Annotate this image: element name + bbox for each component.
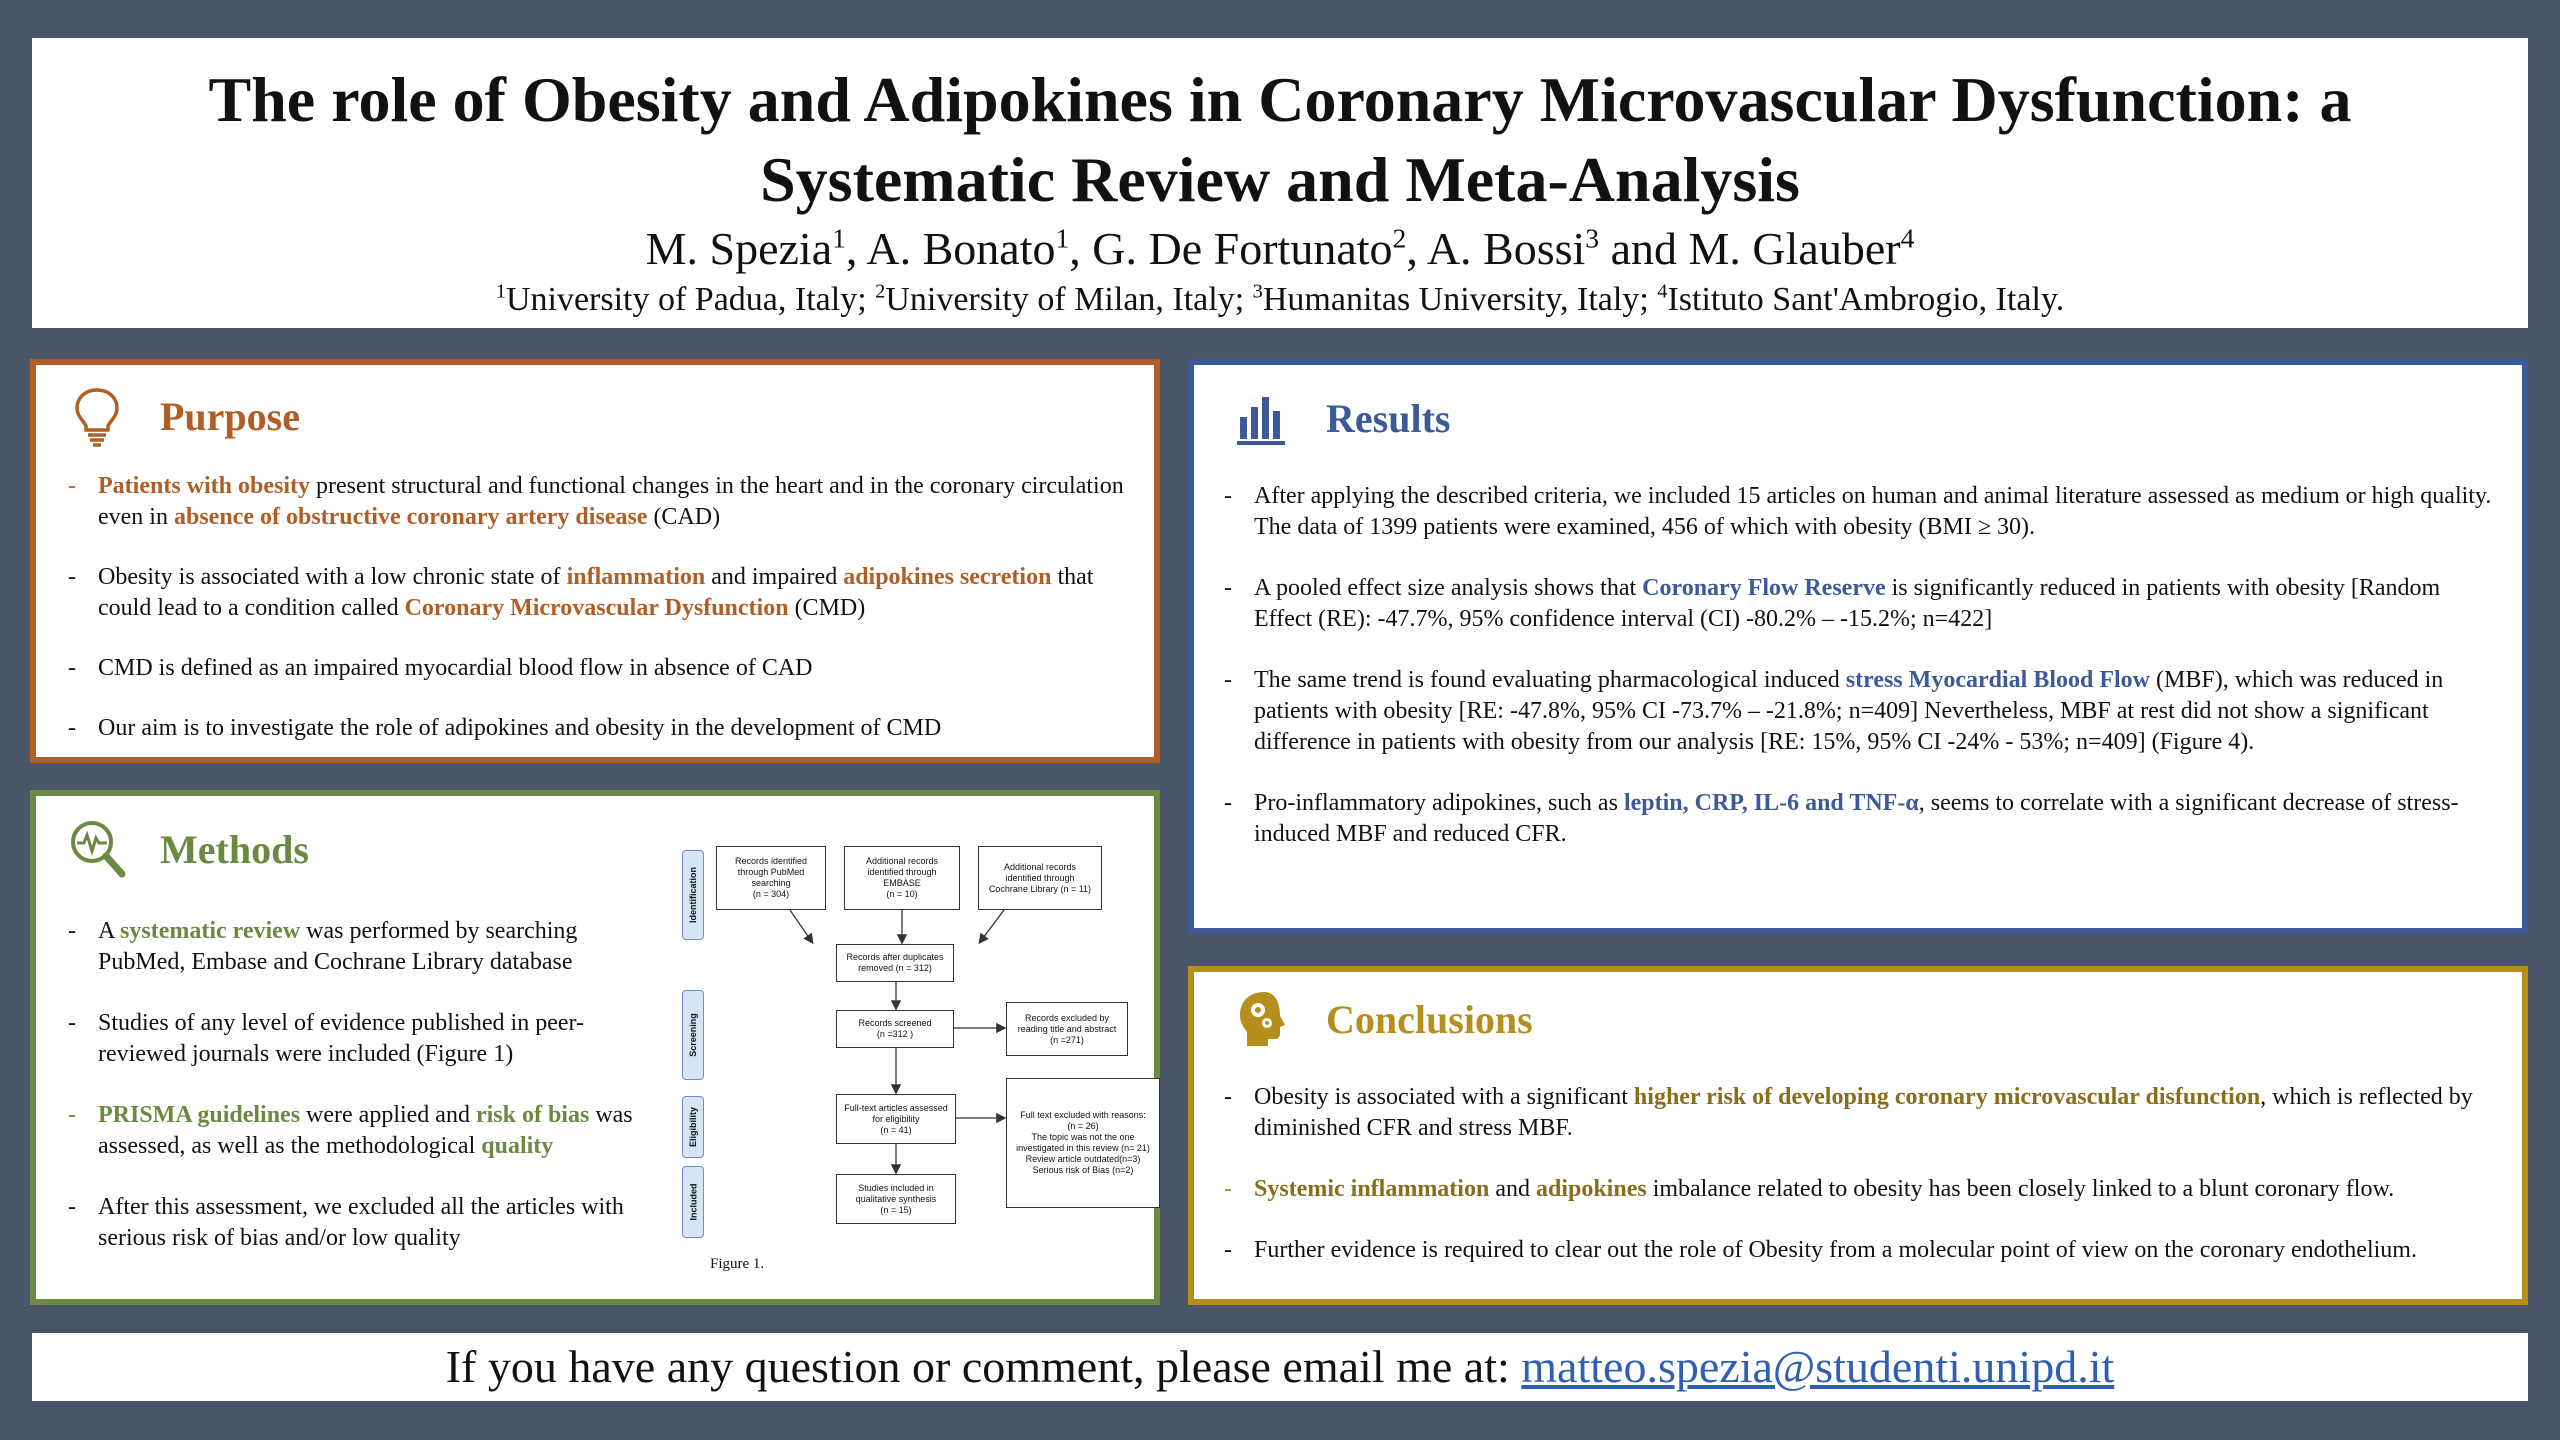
results-list	[1224, 481, 2494, 880]
list-item: - Obesity is associated with a significant higher risk of developing coronary microvascular disfunction, which is reflected by diminished CFR and stress MBF.	[1224, 1082, 2494, 1144]
prisma-flow-diagram	[682, 838, 1182, 1278]
stage-included: Included	[682, 1166, 704, 1238]
list-item: - CMD is defined as an impaired myocardial blood flow in absence of CAD	[68, 653, 1128, 684]
poster-title: The role of Obesity and Adipokines in Coronary Microvascular Dysfunction: a Systematic Review and Meta-Analysis	[208, 64, 2352, 215]
list-item: - Our aim is to investigate the role of adipokines and obesity in the development of CMD	[68, 713, 1128, 744]
list-item: - Pro-inflammatory adipokines, such as leptin, CRP, IL-6 and TNF-α, seems to correlate with a significant decrease of stress-induced MBF and reduced CFR.	[1224, 788, 2494, 850]
results-header	[1234, 387, 1450, 449]
prisma-box-fulltext: Full-text articles assessed for eligibility (n = 41)	[836, 1094, 956, 1144]
figure-caption: Figure 1.	[710, 1256, 765, 1272]
prisma-box-excluded: Records excluded by reading title and abstract (n =271)	[1006, 1002, 1128, 1056]
list-item: - The same trend is found evaluating pharmacological induced stress Myocardial Blood Flow (MBF), which was reduced in patients with obesity [RE: -47.8%, 95% CI -73.7% – -21.8%; n=409] Nevertheless, MBF at rest did not show a significant difference in patients with obesity from our analysis [RE: 15%, 95% CI -24% - 53%; n=409] (Figure 4).	[1224, 665, 2494, 758]
list-item: - Further evidence is required to clear out the role of Obesity from a molecular point of view on the coronary endothelium.	[1224, 1235, 2494, 1266]
conclusions-list	[1224, 1082, 2494, 1296]
prisma-box-duplicates: Records after duplicates removed (n = 312)	[836, 944, 954, 982]
affiliation-list: $^1$University of Padua, Italy; $^2$University of Milan, Italy; $^3$Humanitas University, Italy; $^4$Istituto Sant'Ambrogio, Italy.	[495, 280, 2065, 318]
contact-footer	[32, 1333, 2528, 1401]
methods-header	[68, 818, 309, 880]
list-item: - Patients with obesity present structural and functional changes in the heart and in the coronary circulation even in absence of obstructive coronary artery disease (CAD)	[68, 471, 1128, 533]
stage-identification: Identification	[682, 850, 704, 940]
conclusions-title: Conclusions	[1326, 996, 1533, 1042]
contact-text: If you have any question or comment, please email me at:	[445, 1341, 1522, 1392]
conclusions-section	[1188, 966, 2528, 1305]
author: A. Bonato$^1$,	[866, 222, 1093, 274]
purpose-section	[30, 359, 1160, 763]
list-item: - After applying the described criteria, we included 15 articles on human and animal literature assessed as medium or high quality. The data of 1399 patients were examined, 456 of which with obesity (BMI ≥ 30).	[1224, 481, 2494, 543]
head-gears-icon	[1234, 988, 1292, 1050]
prisma-box-pubmed: Records identified through PubMed searching (n = 304)	[716, 846, 826, 910]
bar-chart-icon	[1234, 387, 1292, 449]
email-link[interactable]: matteo.spezia@studenti.unipd.it	[1521, 1341, 2115, 1392]
list-item: - Obesity is associated with a low chronic state of inflammation and impaired adipokines secretion that could lead to a condition called Coronary Microvascular Dysfunction (CMD)	[68, 562, 1128, 624]
results-title: Results	[1326, 395, 1451, 441]
prisma-box-cochrane: Additional records identified through Cochrane Library (n = 11)	[978, 846, 1102, 910]
magnifier-pulse-icon	[68, 818, 126, 880]
methods-list	[68, 916, 648, 1284]
methods-section	[30, 790, 1160, 1305]
affiliation: University of Padua, Italy;	[505, 281, 876, 318]
author: G. De Fortunato$^2$,	[1092, 222, 1427, 274]
list-item: - PRISMA guidelines were applied and risk of bias was assessed, as well as the methodological quality	[68, 1100, 648, 1162]
list-item: - A pooled effect size analysis shows that Coronary Flow Reserve is significantly reduced in patients with obesity [Random Effect (RE): -47.7%, 95% confidence interval (CI) -80.2% – -15.2%; n=422]	[1224, 573, 2494, 635]
author: M. Glauber$^4$	[1688, 222, 1915, 274]
author-list	[32, 220, 2528, 278]
conclusions-header	[1234, 988, 1533, 1050]
affiliation: University of Milan, Italy;	[885, 281, 1253, 318]
list-item: - Systemic inflammation and adipokines imbalance related to obesity has been closely linked to a blunt coronary flow.	[1224, 1174, 2494, 1205]
prisma-box-fulltext-excluded: Full text excluded with reasons: (n = 26) The topic was not the one investigated in this review (n= 21) Review article outdated(n=3) Serious risk of Bias (n=2)	[1006, 1078, 1160, 1208]
lightbulb-icon	[68, 385, 126, 447]
list-item: - After this assessment, we excluded all the articles with serious risk of bias and/or low quality	[68, 1192, 648, 1254]
author: M. Spezia$^1$,	[645, 222, 867, 274]
purpose-header	[68, 385, 300, 447]
purpose-title: Purpose	[160, 393, 300, 439]
purpose-list	[68, 471, 1128, 773]
poster-header	[32, 38, 2528, 328]
list-item: - Studies of any level of evidence published in peer-reviewed journals were included (Figure 1)	[68, 1008, 648, 1070]
prisma-box-screened: Records screened (n =312 )	[836, 1010, 954, 1048]
prisma-box-included: Studies included in qualitative synthesis (n = 15)	[836, 1174, 956, 1224]
methods-title: Methods	[160, 826, 309, 872]
results-section	[1188, 359, 2528, 934]
author: A. Bossi$^3$ and	[1426, 222, 1689, 274]
stage-screening: Screening	[682, 990, 704, 1080]
stage-eligibility: Eligibility	[682, 1096, 704, 1158]
affiliation: Humanitas University, Italy;	[1262, 281, 1658, 318]
list-item: - A systematic review was performed by searching PubMed, Embase and Cochrane Library database	[68, 916, 648, 978]
affiliation: Istituto Sant'Ambrogio, Italy.	[1667, 281, 2065, 318]
prisma-box-embase: Additional records identified through EMBASE (n = 10)	[844, 846, 960, 910]
